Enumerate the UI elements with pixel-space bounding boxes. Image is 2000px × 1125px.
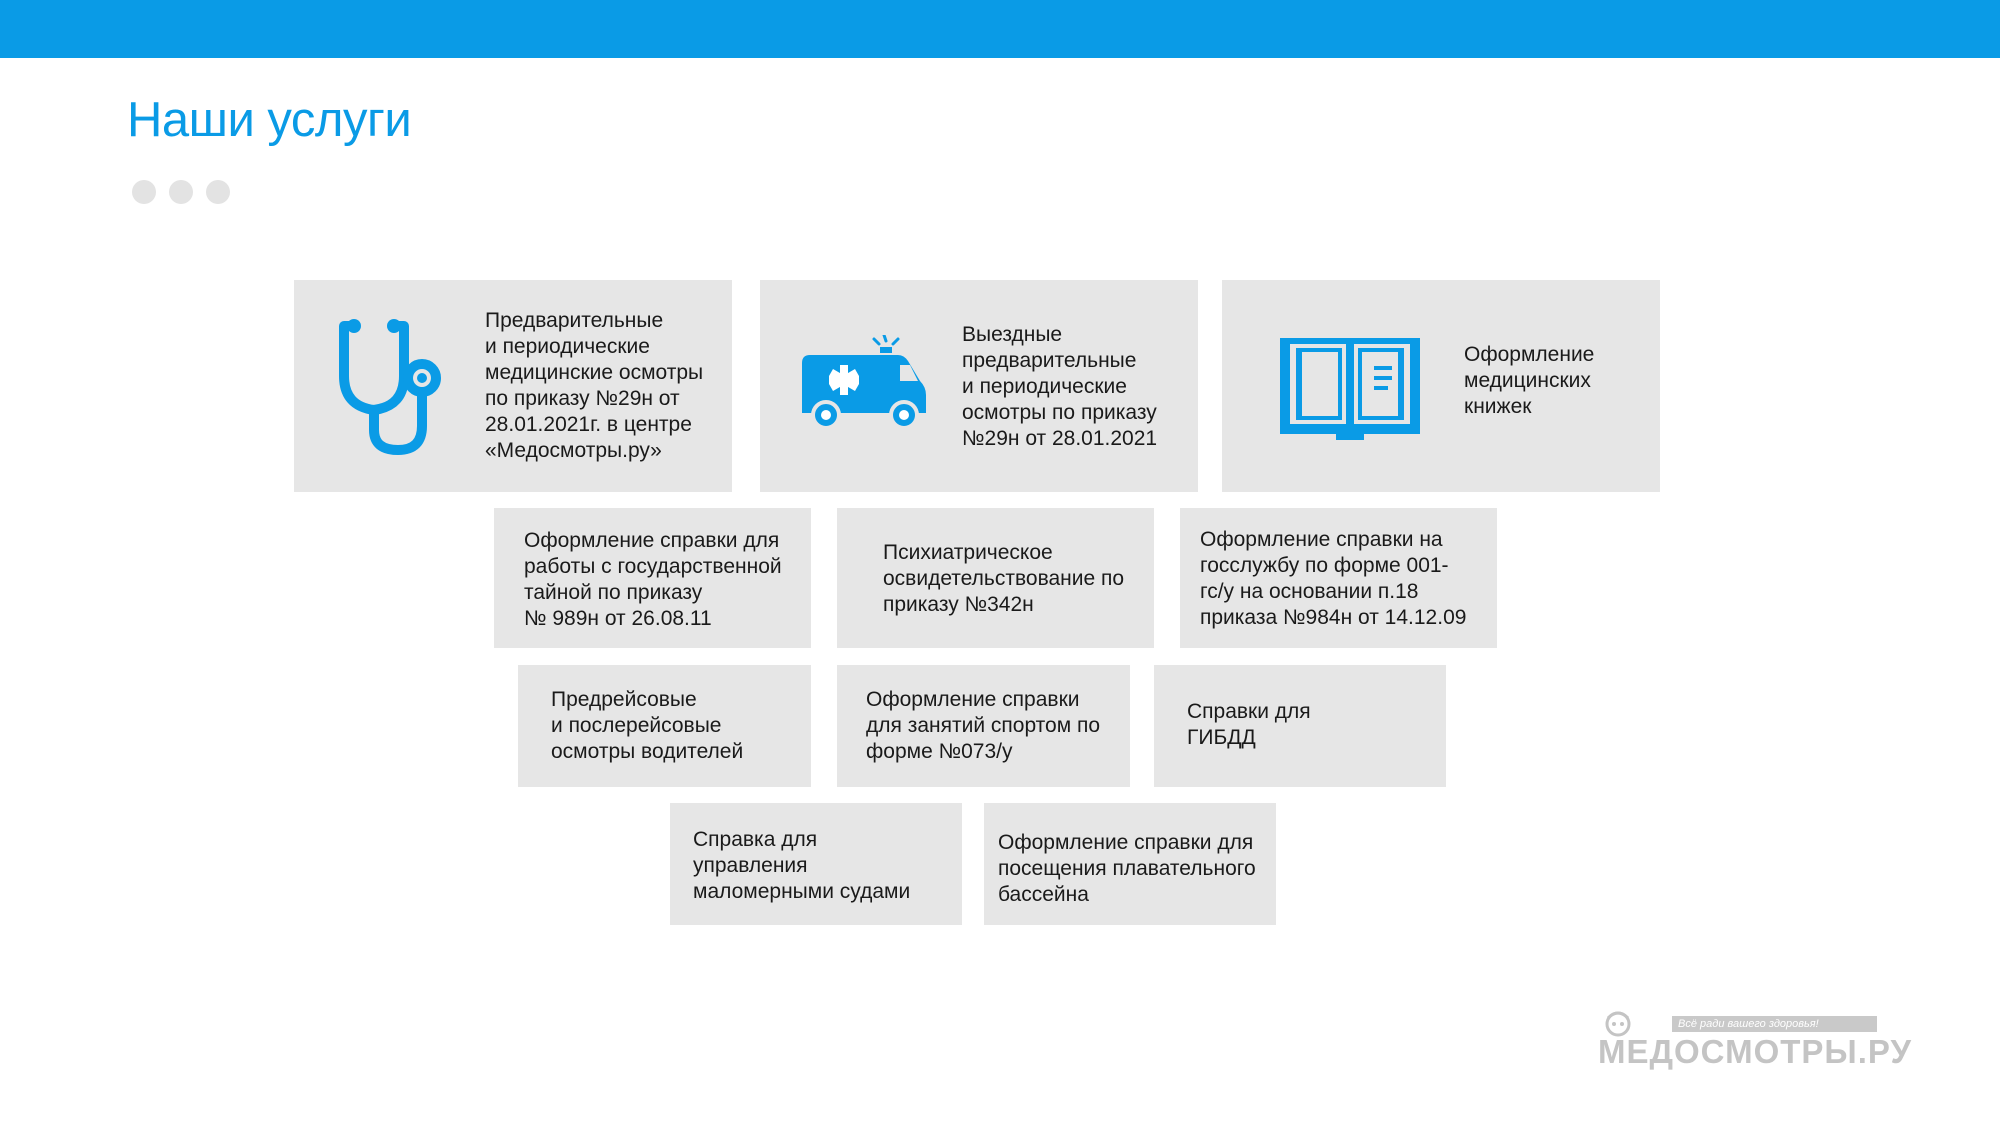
service-label: Оформление справки на госслужбу по форме 001- гс/у на основании п.18 приказа №984н от 14.12.09 bbox=[1200, 528, 1467, 629]
dot bbox=[132, 180, 156, 204]
brand-logo bbox=[1598, 1010, 1912, 1070]
service-label: Оформление медицинских книжек bbox=[1464, 343, 1595, 418]
service-label: Справки для ГИБДД bbox=[1187, 700, 1311, 749]
decorative-dots bbox=[132, 180, 230, 204]
service-label: Оформление справки для занятий спортом по форме №073/у bbox=[866, 688, 1101, 763]
book-icon bbox=[1278, 336, 1422, 442]
dot bbox=[206, 180, 230, 204]
stethoscope-icon bbox=[336, 314, 456, 464]
service-card-state-secret bbox=[494, 508, 811, 648]
dot bbox=[169, 180, 193, 204]
service-label: Оформление справки для работы с государственной тайной по приказу № 989н от 26.08.11 bbox=[524, 529, 782, 630]
service-card-civil-service bbox=[1180, 508, 1497, 648]
logo-text: МЕДОСМОТРЫ.РУ bbox=[1598, 1033, 1912, 1070]
logo-tagline: Всё ради вашего здоровья! bbox=[1678, 1018, 1819, 1030]
service-label: Предварительные и периодические медицинские осмотры по приказу №29н от 28.01.2021г. в центре «Медосмотры.ру» bbox=[485, 309, 704, 462]
service-card-driver-checks bbox=[518, 665, 811, 787]
service-card-medical-books bbox=[1222, 280, 1660, 492]
service-card-sport bbox=[837, 665, 1130, 787]
service-label: Психиатрическое освидетельствование по приказу №342н bbox=[883, 541, 1125, 616]
service-label: Оформление справки для посещения плавательного бассейна bbox=[998, 831, 1256, 906]
page-title: Наши услуги bbox=[127, 93, 412, 147]
service-label: Предрейсовые и послерейсовые осмотры водителей bbox=[551, 688, 744, 763]
service-card-psychiatric bbox=[837, 508, 1154, 648]
service-card-pool bbox=[984, 803, 1276, 925]
service-card-periodic-exams bbox=[294, 280, 732, 492]
service-card-mobile-exams bbox=[760, 280, 1198, 492]
service-label: Справка для управления маломерными судами bbox=[693, 828, 911, 903]
top-accent-bar bbox=[0, 0, 2000, 58]
ambulance-icon bbox=[800, 335, 930, 435]
service-card-traffic-police bbox=[1154, 665, 1446, 787]
service-card-small-boats bbox=[670, 803, 962, 925]
service-label: Выездные предварительные и периодические осмотры по приказу №29н от 28.01.2021 bbox=[962, 323, 1158, 450]
